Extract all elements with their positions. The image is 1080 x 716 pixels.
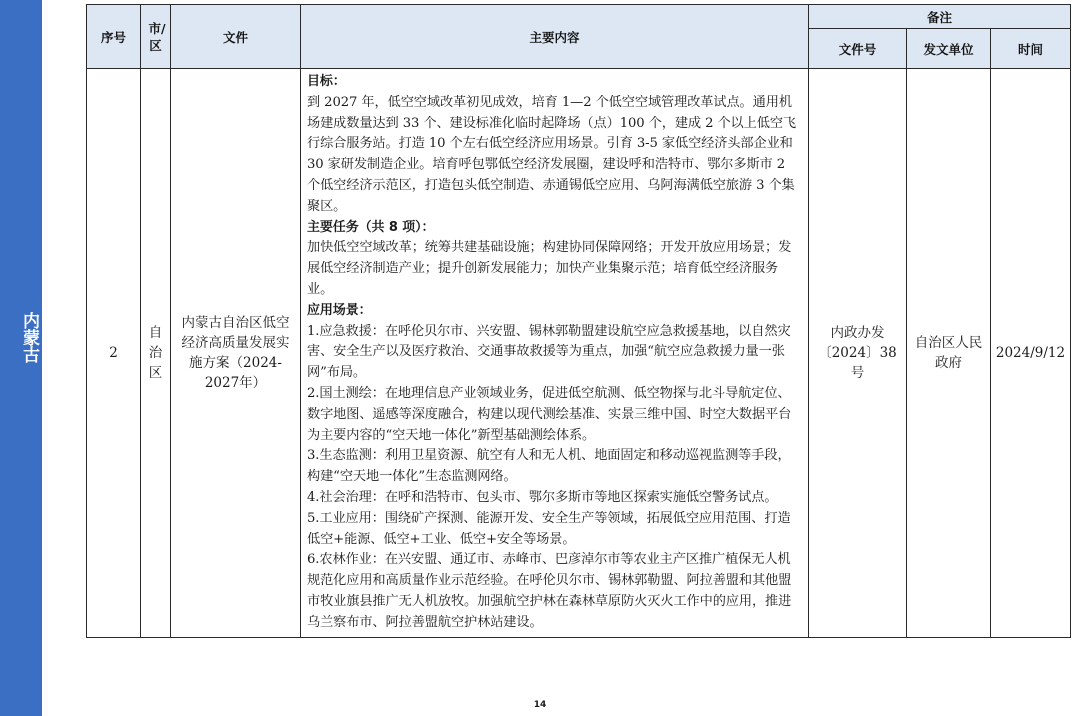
header-date: 时间 [991,29,1071,69]
scene-item: 3.生态监测：利用卫星资源、航空有人和无人机、地面固定和移动巡视监测等手段，构建“空天地一体化”生态监测网络。 [307,448,791,485]
cell-seq: 2 [87,69,141,638]
cell-document: 内蒙古自治区低空经济高质量发展实施方案（2024-2027年） [171,69,301,638]
scene-item: 4.社会治理：在呼和浩特市、包头市、鄂尔多斯市等地区探索实施低空警务试点。 [307,489,778,505]
cell-level [141,69,171,638]
cell-issuer: 自治区人民政府 [907,69,991,638]
scene-item: 1.应急救援：在呼伦贝尔市、兴安盟、锡林郭勒盟建设航空应急救援基地，以自然灾害、安全生产以及医疗救治、交通事故救援等为重点，加强“航空应急救援力量一张网”布局。 [307,323,791,381]
scene-item: 5.工业应用：围绕矿产探测、能源开发、安全生产等领域，拓展低空应用范围、打造低空+能源、低空+工业、低空+安全等场景。 [307,510,791,547]
header-document: 文件 [171,5,301,69]
header-issuer: 发文单位 [907,29,991,69]
cell-doc-no: 内政办发〔2024〕38号 [809,69,907,638]
header-level-text: 市/区 [148,20,166,53]
scenes-title: 应用场景： [307,302,372,318]
cell-date: 2024/9/12 [991,69,1071,638]
scene-item: 2.国土测绘：在地理信息产业领域业务，促进低空航测、低空物探与北斗导航定位、数字地图、遥感等深度融合，构建以现代测绘基准、实景三维中国、时空大数据平台为主要内容的“空天地一体化”新型基础测绘体系。 [307,385,792,443]
policy-table [86,4,1071,638]
header-seq: 序号 [87,5,141,69]
header-level [141,5,171,69]
goal-title: 目标： [307,74,346,89]
cell-level-text: 自治区 [148,324,163,381]
table-row [87,69,1071,638]
tasks-title: 主要任务（共 8 项）： [307,219,435,235]
header-main-content: 主要内容 [301,5,809,69]
region-label: 内蒙古 [19,312,39,363]
goal-text: 到 2027 年，低空空域改革初见成效，培育 1—2 个低空空域管理改革试点。通用机场建成数量达到 33 个、建设标准化临时起降场（点）100 个，建成 2 个以上低空飞行综合服务站。打造 10 个左右低空经济应用场景。引育 3-5 家低空经济头部企业和 30 家研发制造企业。培育呼包鄂低空经济发展圈，建设呼和浩特市、鄂尔多斯市 2 个低空经济示范区，打造包头低空制造、赤通锡低空应用、乌阿海满低空旅游 3 个集聚区。 [307,94,796,214]
header-doc-no: 文件号 [809,29,907,69]
cell-main-content [301,69,809,638]
header-remarks: 备注 [809,5,1071,29]
scene-item: 6.农林作业：在兴安盟、通辽市、赤峰市、巴彦淖尔市等农业主产区推广植保无人机规范化应用和高质量作业示范经验。在呼伦贝尔市、锡林郭勒盟、阿拉善盟和其他盟市牧业旗县推广无人机放牧。加强航空护林在森林草原防火灭火工作中的应用，推进乌兰察布市、阿拉善盟航空护林站建设。 [307,552,792,630]
page-number: 14 [533,700,547,710]
tasks-text: 加快低空空域改革；统筹共建基础设施；构建协同保障网络；开发开放应用场景；发展低空经济制造产业；提升创新发展能力；加快产业集聚示范；培育低空经济服务业。 [307,240,792,297]
